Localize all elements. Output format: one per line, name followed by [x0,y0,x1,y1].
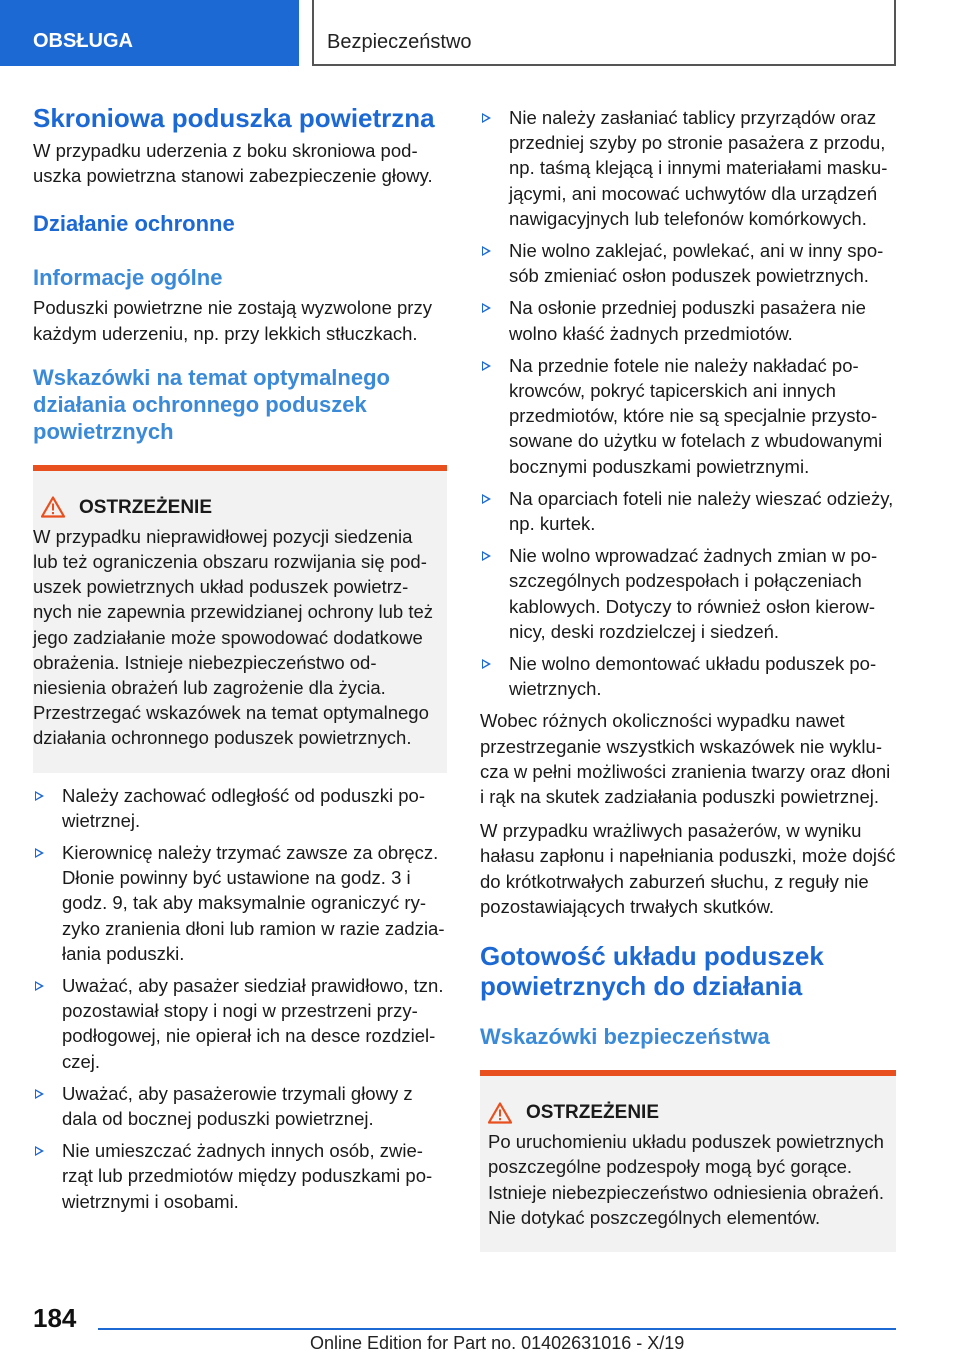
heading-optimal-protection: Wskazówki na temat optymalnego działania ochronnego poduszek powietrznych [33,364,390,444]
list-item: Należy zachować odległość od poduszki powietrznej. [33,783,447,833]
list-item: Uważać, aby pasażer siedział prawidłowo, tzn. pozostawiał stopy i nogi w przestrzeni przypodłogowej, nie opierał ich na desce rozdzielczej. [33,973,447,1074]
topic-tab[interactable]: Bezpieczeństwo [312,0,896,66]
heading-safety-notes: Wskazówki bezpieczeństwa [480,1024,770,1050]
heading-general-info: Informacje ogólne [33,265,223,291]
list-item: Nie należy zasłaniać tablicy przyrządów oraz przedniej szyby po stronie pasażera z przodu, np. taśmą klejącą i innymi materiałami maskującymi, ani mocować uchwytów dla urządzeń nawigacyjnych lub telefonów komórkowych. [480,105,896,231]
edition-info: Online Edition for Part no. 01402631016 - X/19 [310,1333,685,1353]
section-tab[interactable]: OBSŁUGA [0,0,299,66]
footer-divider [98,1328,896,1330]
list-item: Kierownicę należy trzymać zawsze za obręcz. Dłonie powinny być ustawione na godz. 3 i godz. 9, tak aby maksymalnie ograniczyć ryzyko zranienia dłoni lub ramion w razie zadziałania poduszki. [33,840,447,966]
triangle-bullet-icon [482,659,491,669]
warning-box [480,1070,896,1252]
bullet-list-left [33,783,447,1214]
triangle-bullet-icon [482,246,491,256]
list-item: Nie wolno wprowadzać żadnych zmian w poszczególnych podzespołach i połączeniach kablowych. Dotyczy to również osłon kierownicy, deski rozdzielczej i siedzeń. [480,543,896,644]
paragraph-temporal-airbag: W przypadku uderzenia z boku skroniowa poduszka powietrzna stanowi zabezpieczenie głowy. [33,140,433,187]
triangle-bullet-icon [482,361,491,371]
triangle-bullet-icon [482,303,491,313]
warning-triangle-icon [41,496,65,518]
list-item: Na oparciach foteli nie należy wieszać odzieży, np. kurtek. [480,486,896,536]
triangle-bullet-icon [35,791,44,801]
triangle-bullet-icon [35,848,44,858]
warning-header [33,495,437,520]
page-number: 184 [33,1303,77,1333]
warning-triangle-icon [488,1102,512,1124]
list-item: Na przednie fotele nie należy nakładać pokrowców, pokryć tapicerskich ani innych przedmiotów, które nie są specjalnie przystosowane do użytku w fotelach z wbudowanymi bocznymi poduszkami powietrznymi. [480,353,896,479]
triangle-bullet-icon [482,113,491,123]
warning-title: OSTRZEŻENIE [526,1102,660,1124]
list-item: Nie umieszczać żadnych innych osób, zwierząt lub przedmiotów między poduszkami powietrznymi i osobami. [33,1138,447,1214]
warning-text: W przypadku nieprawidłowej pozycji siedzenia lub też ograniczenia obszaru rozwijania się poduszek powietrznych układ poduszek powietrznych nie zapewnia przewidzianej ochrony lub też jego zadziałanie może spowodować dodatkowe obrażenia. Istnieje niebezpieczeństwo odniesienia obrażeń lub zagrożenie dla życia. Przestrzegać wskazówek na temat optymalnego działania ochronnego poduszek powietrznych. [33,525,434,749]
left-column [33,100,447,1221]
paragraph-sensitive-passengers: W przypadku wrażliwych pasażerów, w wyniku hałasu zapłonu i napełniania poduszki, może dojść do krótkotrwałych zaburzeń słuchu, z reguły nie pozostawiających trwałych skutków. [480,820,896,917]
warning-title: OSTRZEŻENIE [79,496,213,518]
heading-protective-action: Działanie ochronne [33,211,235,237]
triangle-bullet-icon [482,494,491,504]
warning-box [33,465,447,773]
warning-header [480,1100,886,1125]
paragraph-circumstances: Wobec różnych okoliczności wypadku nawet przestrzeganie wszystkich wskazówek nie wyklucza w pełni możliwości zranienia twarzy oraz dłoni i rąk na skutek zadziałania poduszki powietrznej. [480,710,891,808]
bullet-list-right [480,105,896,701]
paragraph-general-info: Poduszki powietrzne nie zostają wyzwolone przy każdym uderzeniu, np. przy lekkich stłuczkach. [33,297,432,344]
list-item: Uważać, aby pasażerowie trzymali głowy z dala od bocznej poduszki powietrznej. [33,1081,447,1131]
right-column [480,100,896,1252]
heading-airbag-readiness: Gotowość układu poduszek powietrznych do działania [480,941,824,1002]
heading-temporal-airbag: Skroniowa poduszka powietrzna [33,103,435,133]
warning-text: Po uruchomieniu układu poduszek powietrznych poszczególne podzespoły mogą być gorące. Istnieje niebezpieczeństwo odniesienia obrażeń. Nie dotykać poszczególnych elementów. [488,1131,884,1228]
list-item: Na osłonie przedniej poduszki pasażera nie wolno kłaść żadnych przedmiotów. [480,295,896,345]
triangle-bullet-icon [482,551,491,561]
triangle-bullet-icon [35,1089,44,1099]
list-item: Nie wolno zaklejać, powlekać, ani w inny sposób zmieniać osłon poduszek powietrznych. [480,238,896,288]
triangle-bullet-icon [35,981,44,991]
triangle-bullet-icon [35,1146,44,1156]
page-header [0,0,960,66]
list-item: Nie wolno demontować układu poduszek powietrznych. [480,651,896,701]
